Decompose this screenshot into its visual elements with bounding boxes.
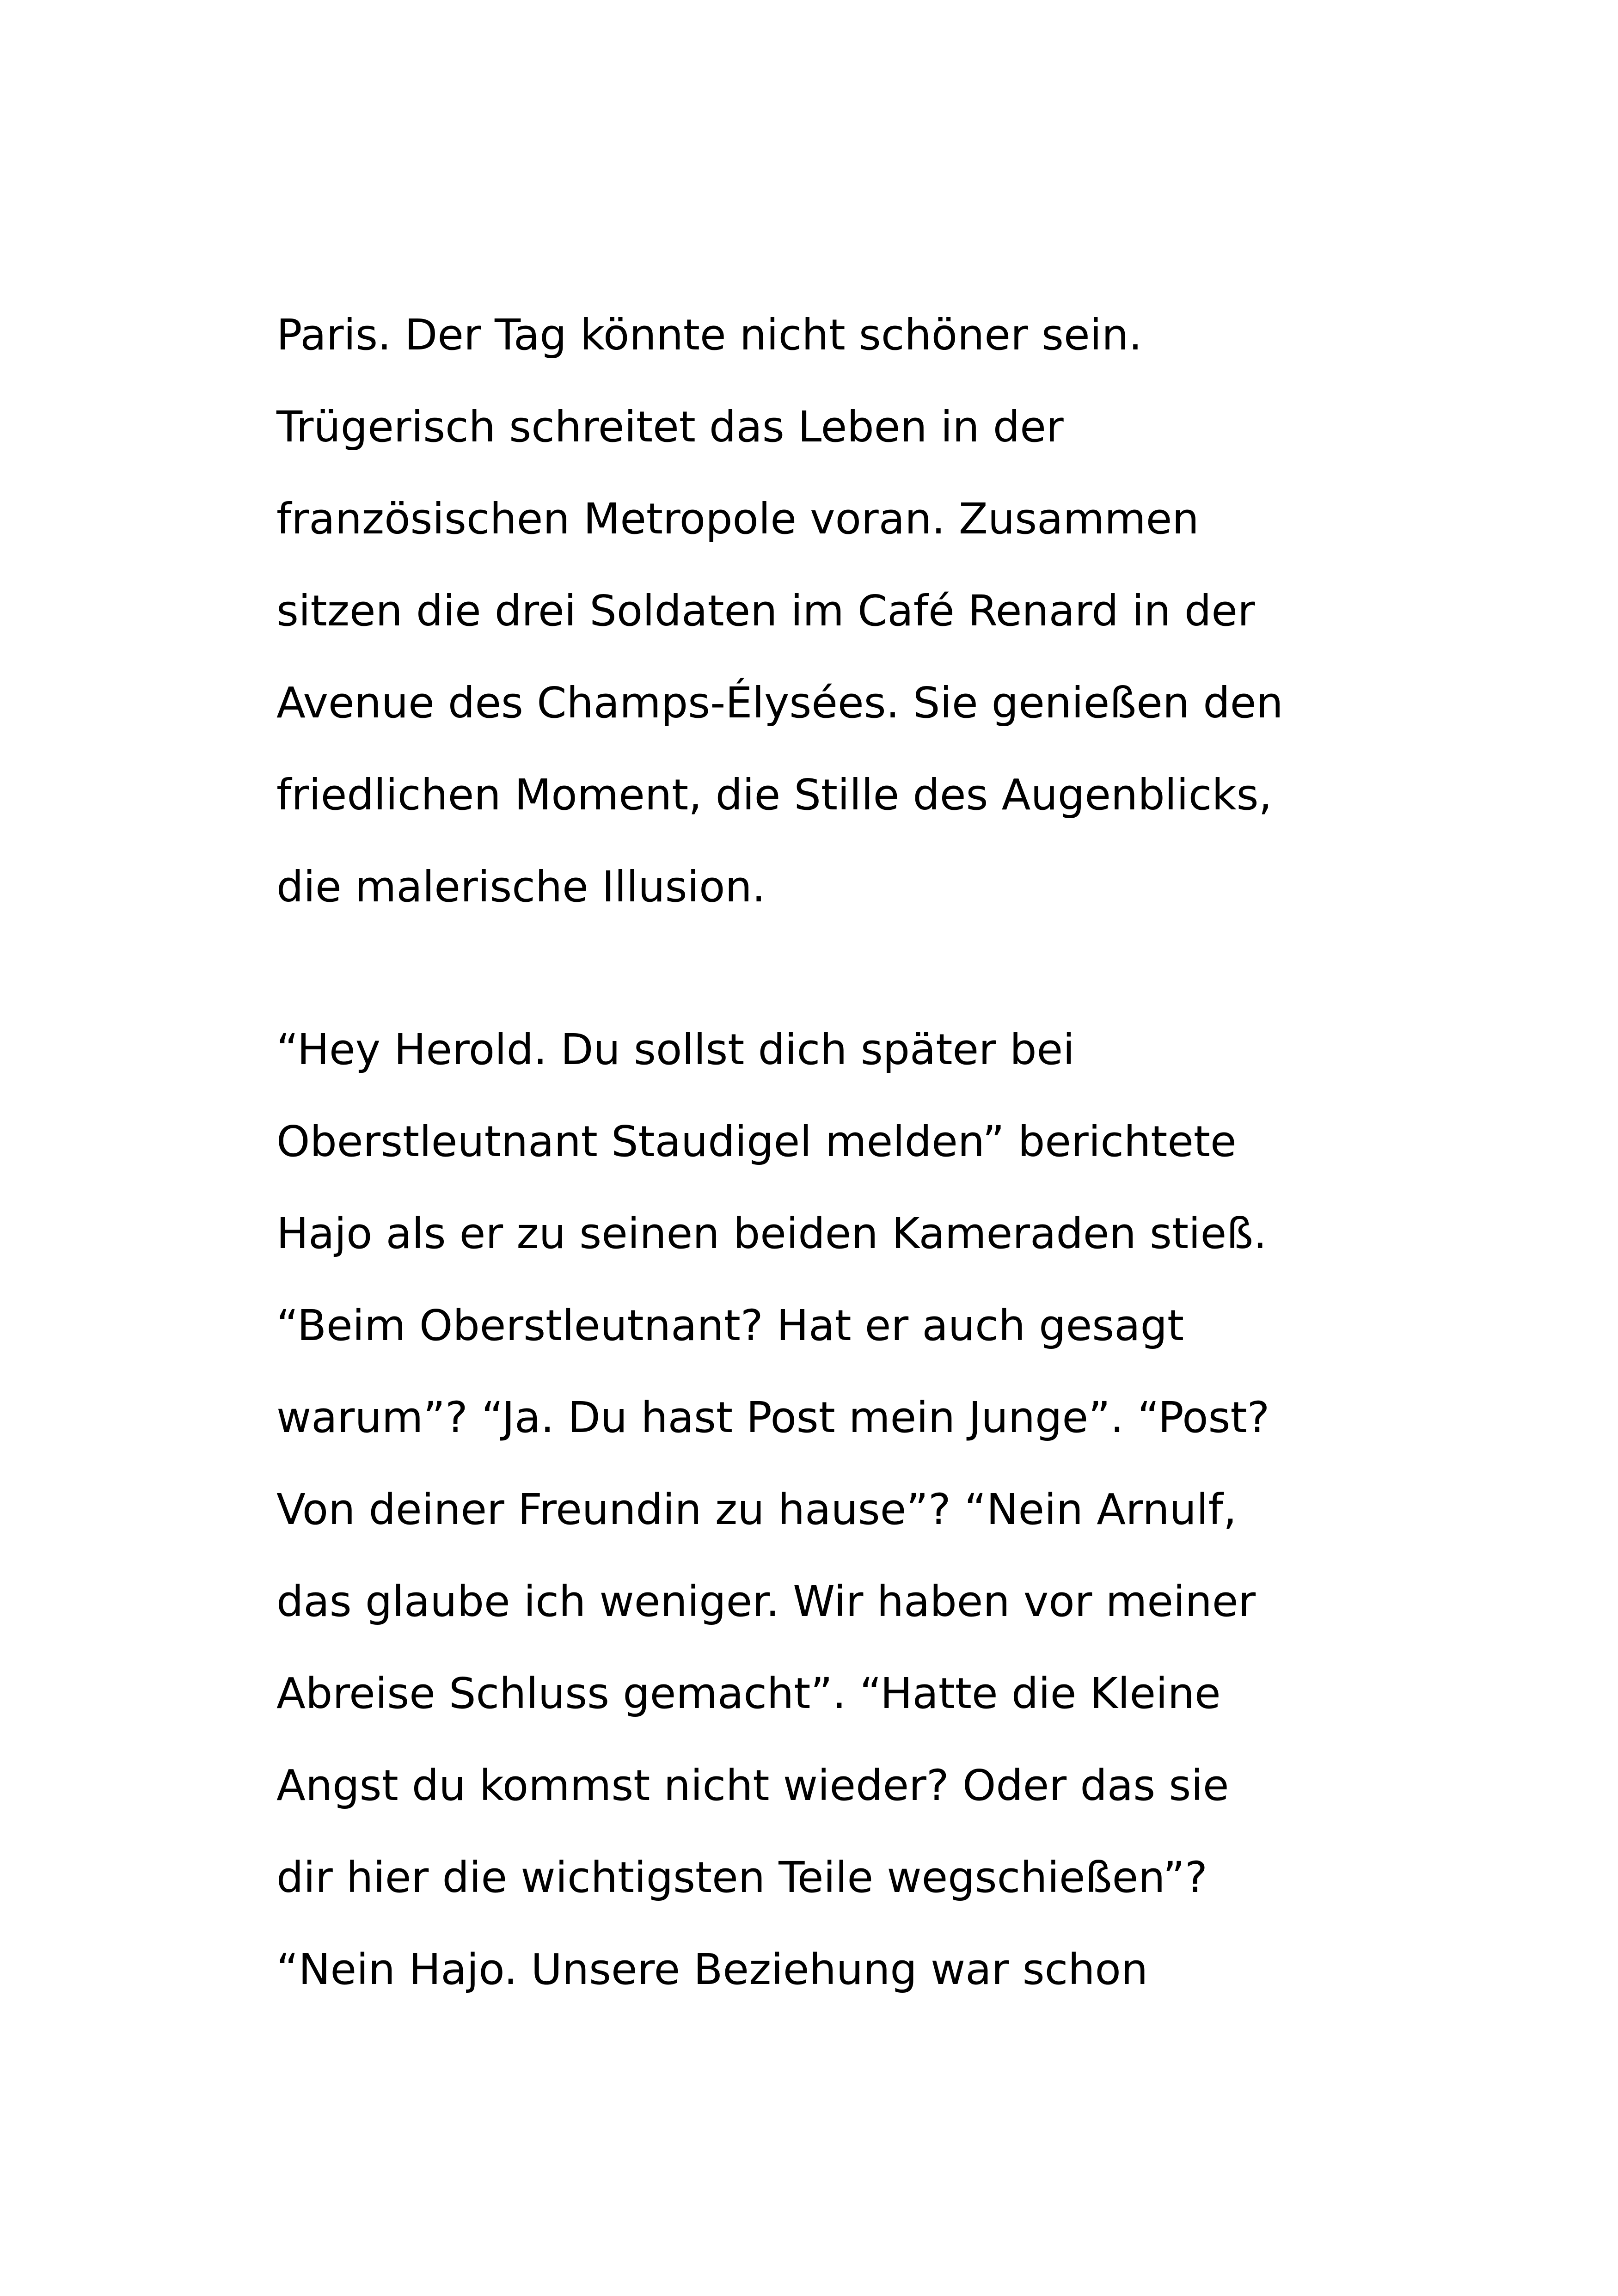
paragraph-1 (276, 289, 1617, 933)
paragraph-2 (276, 1004, 1617, 2015)
text-line: friedlichen Moment, die Stille des Augenblicks, (276, 770, 1272, 820)
text-line: “Beim Oberstleutnant? Hat er auch gesagt (276, 1301, 1184, 1350)
text-line: Angst du kommst nicht wieder? Oder das sie (276, 1761, 1229, 1810)
text-line: Paris. Der Tag könnte nicht schöner sein. (276, 310, 1142, 360)
text-line: “Hey Herold. Du sollst dich später bei (276, 1025, 1075, 1074)
text-line: Avenue des Champs-Élysées. Sie genießen den (276, 678, 1283, 728)
text-line: das glaube ich weniger. Wir haben vor meiner (276, 1577, 1256, 1626)
text-line: Hajo als er zu seinen beiden Kameraden stieß. (276, 1209, 1267, 1258)
text-line: Von deiner Freundin zu hause”? “Nein Arnulf, (276, 1485, 1237, 1534)
text-line: “Nein Hajo. Unsere Beziehung war schon (276, 1945, 1148, 1994)
text-line: sitzen die drei Soldaten im Café Renard in der (276, 586, 1255, 636)
text-line: französischen Metropole voran. Zusammen (276, 494, 1199, 544)
text-line: dir hier die wichtigsten Teile wegschießen”? (276, 1853, 1207, 1902)
text-line: Trügerisch schreitet das Leben in der (276, 402, 1064, 452)
text-line: Oberstleutnant Staudigel melden” berichtete (276, 1117, 1237, 1166)
text-line: Abreise Schluss gemacht”. “Hatte die Kleine (276, 1669, 1221, 1718)
text-line: die malerische Illusion. (276, 862, 766, 912)
text-line: warum”? “Ja. Du hast Post mein Junge”. “Post? (276, 1393, 1270, 1442)
